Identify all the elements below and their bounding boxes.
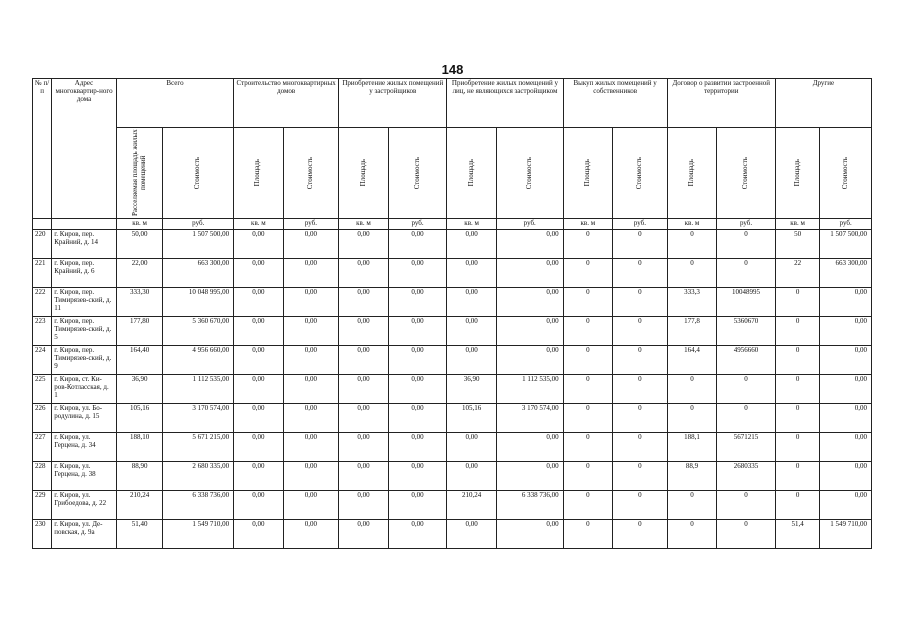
subheader-cell: Стоимость [283, 128, 339, 219]
table-row [33, 346, 872, 375]
area-cell: 0,00 [447, 346, 497, 375]
area-cell: 177,8 [667, 317, 717, 346]
cost-cell: 1 549 710,00 [163, 520, 234, 549]
cost-cell: 10 048 995,00 [163, 288, 234, 317]
area-cell: 210,24 [116, 491, 162, 520]
area-cell: 0 [775, 404, 819, 433]
area-cell: 0,00 [339, 462, 389, 491]
area-cell: 0,00 [234, 404, 284, 433]
subheader-cell: Стоимость [163, 128, 234, 219]
table-row [33, 520, 872, 549]
cost-cell: 0,00 [388, 462, 447, 491]
cost-cell: 0,00 [283, 433, 339, 462]
cost-cell: 0,00 [283, 259, 339, 288]
area-cell: 0 [563, 462, 613, 491]
area-cell: 0 [563, 230, 613, 259]
area-cell: 0,00 [339, 520, 389, 549]
unit-cell: кв. м [116, 219, 162, 230]
area-cell: 0,00 [234, 259, 284, 288]
address-cell: г. Киров, ул. Де-повская, д. 9а [52, 520, 117, 549]
row-number: 221 [33, 259, 52, 288]
subheader-cell: Стоимость [388, 128, 447, 219]
area-cell: 0 [667, 230, 717, 259]
cost-cell: 0,00 [388, 404, 447, 433]
cost-cell: 2 680 335,00 [163, 462, 234, 491]
area-cell: 0,00 [447, 288, 497, 317]
cost-cell: 0 [613, 317, 668, 346]
row-number: 222 [33, 288, 52, 317]
area-cell: 105,16 [447, 404, 497, 433]
area-cell: 0 [775, 317, 819, 346]
group-header-territory-agreement: Договор о развитии застроенной территории [667, 79, 775, 128]
area-cell: 188,10 [116, 433, 162, 462]
area-cell: 0,00 [447, 230, 497, 259]
table-body [33, 230, 872, 549]
cost-cell: 0 [613, 491, 668, 520]
header-group-row [33, 79, 872, 128]
area-cell: 0 [667, 375, 717, 404]
cost-cell: 0,00 [388, 520, 447, 549]
subheader-cell: Площадь [775, 128, 819, 219]
unit-cell: кв. м [775, 219, 819, 230]
cost-cell: 0 [613, 433, 668, 462]
row-number: 224 [33, 346, 52, 375]
subheader-cell: Стоимость [496, 128, 563, 219]
address-cell: г. Киров, ул. Грибоедова, д. 22 [52, 491, 117, 520]
area-cell: 22 [775, 259, 819, 288]
row-number: 223 [33, 317, 52, 346]
units-spacer [52, 219, 117, 230]
area-cell: 0 [667, 491, 717, 520]
area-cell: 36,90 [116, 375, 162, 404]
cost-cell: 0,00 [496, 433, 563, 462]
cost-cell: 0 [613, 520, 668, 549]
address-cell: г. Киров, пер. Тимирязев-ский, д. 5 [52, 317, 117, 346]
cost-cell: 0,00 [388, 230, 447, 259]
cost-cell: 1 112 535,00 [163, 375, 234, 404]
cost-cell: 0,00 [820, 346, 872, 375]
group-header-total: Всего [116, 79, 233, 128]
cost-cell: 0 [717, 259, 776, 288]
address-column-header: Адрес многоквартир-ного дома [52, 79, 117, 219]
cost-cell: 663 300,00 [163, 259, 234, 288]
area-cell: 22,00 [116, 259, 162, 288]
area-cell: 0,00 [339, 491, 389, 520]
group-header-construction: Строительство многоквартирных домов [234, 79, 339, 128]
table-row [33, 317, 872, 346]
unit-cell: руб. [388, 219, 447, 230]
area-cell: 0 [563, 433, 613, 462]
row-number: 230 [33, 520, 52, 549]
area-cell: 88,90 [116, 462, 162, 491]
cost-cell: 5 360 670,00 [163, 317, 234, 346]
unit-cell: кв. м [447, 219, 497, 230]
area-cell: 0 [563, 346, 613, 375]
area-cell: 0 [667, 520, 717, 549]
table-row [33, 230, 872, 259]
cost-cell: 663 300,00 [820, 259, 872, 288]
cost-cell: 0,00 [820, 433, 872, 462]
subheader-cell: Стоимость [820, 128, 872, 219]
cost-cell: 0 [717, 375, 776, 404]
area-cell: 0 [775, 375, 819, 404]
cost-cell: 0,00 [283, 520, 339, 549]
cost-cell: 0 [717, 520, 776, 549]
area-cell: 0,00 [447, 520, 497, 549]
cost-cell: 0 [613, 404, 668, 433]
area-cell: 50 [775, 230, 819, 259]
area-cell: 188,1 [667, 433, 717, 462]
area-cell: 0,00 [339, 433, 389, 462]
area-cell: 0 [667, 259, 717, 288]
cost-cell: 0,00 [820, 317, 872, 346]
subheader-cell: Площадь [447, 128, 497, 219]
cost-cell: 0,00 [496, 288, 563, 317]
area-cell: 0,00 [234, 317, 284, 346]
unit-cell: руб. [613, 219, 668, 230]
cost-cell: 5360670 [717, 317, 776, 346]
cost-cell: 0,00 [283, 375, 339, 404]
cost-cell: 1 549 710,00 [820, 520, 872, 549]
group-header-buyout: Выкуп жилых помещений у собственников [563, 79, 667, 128]
row-number: 220 [33, 230, 52, 259]
cost-cell: 0,00 [283, 346, 339, 375]
area-cell: 0 [563, 404, 613, 433]
unit-cell: руб. [496, 219, 563, 230]
cost-cell: 5 671 215,00 [163, 433, 234, 462]
row-number: 229 [33, 491, 52, 520]
area-cell: 51,40 [116, 520, 162, 549]
cost-cell: 3 170 574,00 [496, 404, 563, 433]
area-cell: 0,00 [234, 520, 284, 549]
address-cell: г. Киров, пер. Тимирязев-ский, д. 11 [52, 288, 117, 317]
area-cell: 88,9 [667, 462, 717, 491]
table-row [33, 259, 872, 288]
area-cell: 0,00 [234, 462, 284, 491]
unit-cell: кв. м [667, 219, 717, 230]
cost-cell: 10048995 [717, 288, 776, 317]
row-number: 225 [33, 375, 52, 404]
cost-cell: 0,00 [283, 462, 339, 491]
cost-cell: 0,00 [820, 288, 872, 317]
cost-cell: 0,00 [388, 491, 447, 520]
subheader-cell: Стоимость [613, 128, 668, 219]
cost-cell: 0,00 [820, 375, 872, 404]
unit-cell: руб. [717, 219, 776, 230]
area-cell: 0 [775, 346, 819, 375]
area-cell: 0,00 [339, 288, 389, 317]
cost-cell: 0,00 [283, 491, 339, 520]
cost-cell: 4 956 660,00 [163, 346, 234, 375]
area-cell: 0,00 [447, 462, 497, 491]
cost-cell: 0 [613, 259, 668, 288]
cost-cell: 2680335 [717, 462, 776, 491]
row-number: 227 [33, 433, 52, 462]
area-cell: 164,4 [667, 346, 717, 375]
cost-cell: 0 [717, 404, 776, 433]
subheader-cell: Стоимость [717, 128, 776, 219]
table-row [33, 404, 872, 433]
address-cell: г. Киров, пер. Крайний, д. 14 [52, 230, 117, 259]
unit-cell: руб. [283, 219, 339, 230]
area-cell: 0,00 [447, 317, 497, 346]
area-cell: 0,00 [447, 433, 497, 462]
area-cell: 164,40 [116, 346, 162, 375]
table-row [33, 433, 872, 462]
cost-cell: 0,00 [820, 404, 872, 433]
cost-cell: 0,00 [283, 288, 339, 317]
units-row [33, 219, 872, 230]
area-cell: 0,00 [339, 259, 389, 288]
area-cell: 0 [563, 375, 613, 404]
cost-cell: 1 112 535,00 [496, 375, 563, 404]
area-cell: 36,90 [447, 375, 497, 404]
address-cell: г. Киров, пер. Тимирязев-ский, д. 9 [52, 346, 117, 375]
cost-cell: 0,00 [388, 375, 447, 404]
area-cell: 0 [563, 288, 613, 317]
area-cell: 51,4 [775, 520, 819, 549]
unit-cell: руб. [820, 219, 872, 230]
area-cell: 0,00 [234, 375, 284, 404]
area-cell: 0 [775, 462, 819, 491]
cost-cell: 0,00 [388, 433, 447, 462]
table-row [33, 462, 872, 491]
cost-cell: 0,00 [496, 520, 563, 549]
area-cell: 0,00 [234, 433, 284, 462]
area-cell: 0,00 [339, 317, 389, 346]
cost-cell: 5671215 [717, 433, 776, 462]
area-cell: 177,80 [116, 317, 162, 346]
area-cell: 0,00 [234, 491, 284, 520]
cost-cell: 0,00 [388, 288, 447, 317]
units-spacer [33, 219, 52, 230]
subheader-cell: Площадь [667, 128, 717, 219]
cost-cell: 6 338 736,00 [163, 491, 234, 520]
address-cell: г. Киров, ул. Герцена, д. 38 [52, 462, 117, 491]
page-number: 148 [441, 62, 464, 77]
area-cell: 333,30 [116, 288, 162, 317]
table-row [33, 288, 872, 317]
unit-cell: руб. [163, 219, 234, 230]
group-header-non-developers: Приобретение жилых помещений у лиц, не являющихся застройщиком [447, 79, 563, 128]
subheader-cell: Площадь [563, 128, 613, 219]
area-cell: 0 [563, 491, 613, 520]
group-header-other: Другие [775, 79, 871, 128]
unit-cell: кв. м [339, 219, 389, 230]
area-cell: 0,00 [234, 346, 284, 375]
cost-cell: 0 [613, 288, 668, 317]
row-number: 228 [33, 462, 52, 491]
subheader-cell: Площадь [339, 128, 389, 219]
group-header-developers: Приобретение жилых помещений у застройщиков [339, 79, 447, 128]
cost-cell: 1 507 500,00 [820, 230, 872, 259]
num-column-header: № п/п [33, 79, 52, 219]
area-cell: 210,24 [447, 491, 497, 520]
area-cell: 0,00 [339, 404, 389, 433]
area-cell: 0 [775, 491, 819, 520]
area-cell: 0 [667, 404, 717, 433]
cost-cell: 0 [613, 462, 668, 491]
subheader-cell: Расселяемая площадь жилых помещений [116, 128, 162, 219]
cost-cell: 0,00 [820, 491, 872, 520]
cost-cell: 1 507 500,00 [163, 230, 234, 259]
area-cell: 333,3 [667, 288, 717, 317]
cost-cell: 0 [613, 230, 668, 259]
area-cell: 50,00 [116, 230, 162, 259]
cost-cell: 0,00 [496, 346, 563, 375]
area-cell: 0,00 [234, 288, 284, 317]
subheader-row [33, 128, 872, 219]
area-cell: 0,00 [339, 346, 389, 375]
cost-cell: 0,00 [820, 462, 872, 491]
cost-cell: 0,00 [496, 317, 563, 346]
area-cell: 0,00 [234, 230, 284, 259]
cost-cell: 0,00 [388, 259, 447, 288]
area-cell: 0 [563, 317, 613, 346]
row-number: 226 [33, 404, 52, 433]
cost-cell: 0,00 [283, 404, 339, 433]
address-cell: г. Киров, ул. Герцена, д. 34 [52, 433, 117, 462]
cost-cell: 0 [717, 491, 776, 520]
area-cell: 0,00 [447, 259, 497, 288]
cost-cell: 0 [717, 230, 776, 259]
area-cell: 0 [563, 259, 613, 288]
area-cell: 0,00 [339, 230, 389, 259]
address-cell: г. Киров, ст. Ки-ров-Котласская, д. 1 [52, 375, 117, 404]
cost-cell: 0,00 [496, 259, 563, 288]
area-cell: 0 [775, 433, 819, 462]
cost-cell: 0,00 [496, 462, 563, 491]
area-cell: 0,00 [339, 375, 389, 404]
table-row [33, 491, 872, 520]
cost-cell: 0 [613, 375, 668, 404]
cost-cell: 0 [613, 346, 668, 375]
cost-cell: 0,00 [283, 317, 339, 346]
cost-cell: 0,00 [388, 317, 447, 346]
cost-cell: 0,00 [283, 230, 339, 259]
cost-cell: 0,00 [388, 346, 447, 375]
area-cell: 0 [563, 520, 613, 549]
cost-cell: 3 170 574,00 [163, 404, 234, 433]
address-cell: г. Киров, пер. Крайний, д. 6 [52, 259, 117, 288]
table-row [33, 375, 872, 404]
cost-cell: 4956660 [717, 346, 776, 375]
area-cell: 0 [775, 288, 819, 317]
cost-cell: 0,00 [496, 230, 563, 259]
cost-cell: 6 338 736,00 [496, 491, 563, 520]
unit-cell: кв. м [563, 219, 613, 230]
resettlement-table [32, 78, 872, 549]
address-cell: г. Киров, ул. Бо-родулина, д. 15 [52, 404, 117, 433]
subheader-cell: Площадь [234, 128, 284, 219]
unit-cell: кв. м [234, 219, 284, 230]
area-cell: 105,16 [116, 404, 162, 433]
